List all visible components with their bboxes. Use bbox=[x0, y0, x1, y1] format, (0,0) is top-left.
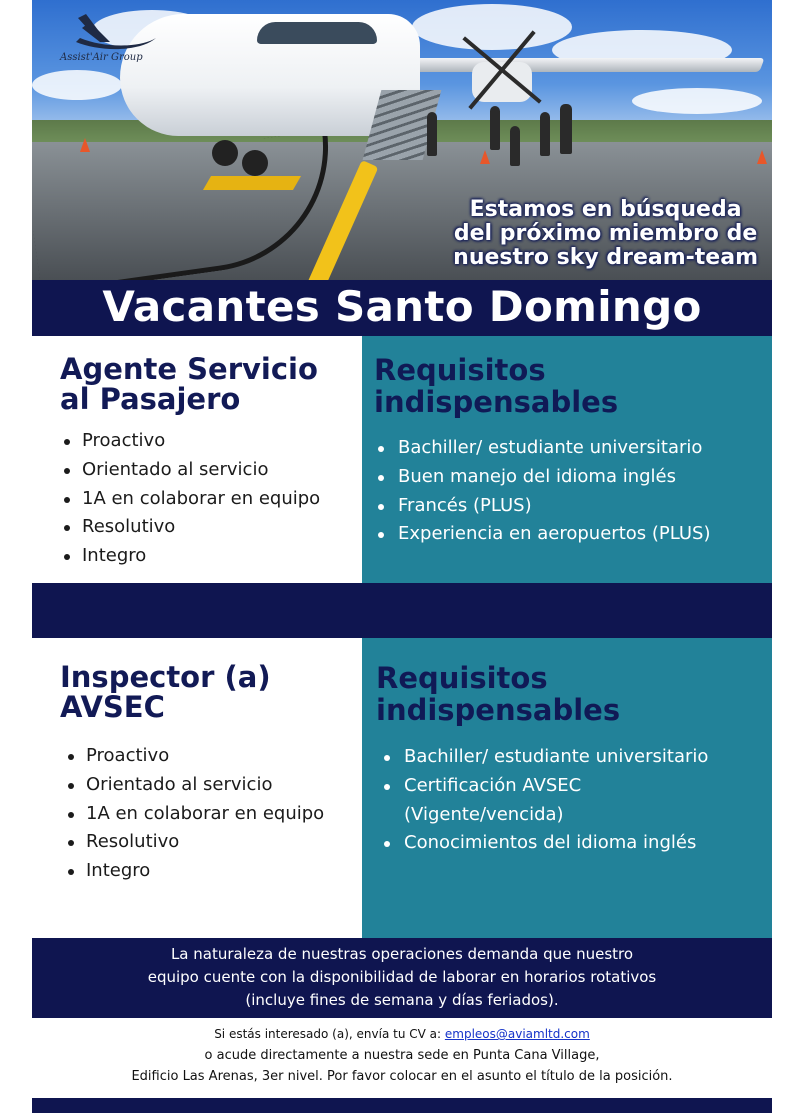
bottom-bar bbox=[32, 1098, 772, 1113]
position-1-requirements-panel bbox=[362, 336, 772, 583]
hero-tagline bbox=[453, 198, 758, 270]
contact-line: o acude directamente a nuestra sede en Punta Cana Village, bbox=[204, 1048, 600, 1063]
airplane-swoosh-logo-icon bbox=[60, 8, 160, 74]
requirement-item: Buen manejo del idioma inglés bbox=[372, 463, 711, 492]
requirement-item-continuation: (Vigente/vencida) bbox=[404, 803, 564, 825]
position-2-panel bbox=[32, 638, 362, 938]
title-line: AVSEC bbox=[60, 690, 165, 724]
position-2-requirements bbox=[378, 743, 708, 858]
page-title: Vacantes Santo Domingo bbox=[102, 282, 702, 331]
position-1-title bbox=[60, 354, 318, 414]
tagline-line: del próximo miembro de bbox=[453, 221, 758, 246]
contact-info bbox=[32, 1024, 772, 1087]
notice-line: (incluye fines de semana y días feriados). bbox=[245, 991, 559, 1009]
tagline-line: nuestro sky dream-team bbox=[453, 245, 758, 270]
trait-item: Proactivo bbox=[64, 742, 324, 771]
position-2-traits bbox=[64, 742, 324, 886]
trait-item: Integro bbox=[64, 857, 324, 886]
trait-item: 1A en colaborar en equipo bbox=[64, 800, 324, 829]
hero-photo bbox=[32, 0, 772, 280]
schedule-notice bbox=[32, 938, 772, 1018]
requirement-item: Experiencia en aeropuertos (PLUS) bbox=[372, 520, 711, 549]
title-line: Requisitos bbox=[374, 353, 546, 387]
contact-line bbox=[32, 1024, 772, 1045]
requirement-item: Bachiller/ estudiante universitario bbox=[372, 434, 711, 463]
title-line: indispensables bbox=[376, 693, 621, 727]
position-1-traits bbox=[60, 427, 320, 571]
position-2-title bbox=[60, 662, 271, 722]
position-1-panel bbox=[32, 336, 362, 583]
tagline-line: Estamos en búsqueda bbox=[469, 197, 742, 222]
divider-bar bbox=[32, 583, 772, 638]
trait-item: Resolutivo bbox=[64, 828, 324, 857]
title-bar bbox=[32, 280, 772, 336]
contact-line: Edificio Las Arenas, 3er nivel. Por favor colocar en el asunto el título de la posición. bbox=[131, 1069, 673, 1084]
trait-item: Orientado al servicio bbox=[64, 771, 324, 800]
position-1-requirements bbox=[372, 434, 711, 549]
contact-prefix: Si estás interesado (a), envía tu CV a: bbox=[214, 1027, 442, 1041]
flyer bbox=[32, 0, 772, 1113]
trait-item: Resolutivo bbox=[60, 513, 320, 542]
trait-item: Integro bbox=[60, 542, 320, 571]
requirement-item: Francés (PLUS) bbox=[372, 492, 711, 521]
requirement-item: Bachiller/ estudiante universitario bbox=[378, 743, 708, 772]
requirement-item: Certificación AVSEC bbox=[378, 772, 708, 801]
trait-item: Orientado al servicio bbox=[60, 456, 320, 485]
title-line: indispensables bbox=[374, 385, 619, 419]
email-link[interactable]: empleos@aviamltd.com bbox=[444, 1027, 590, 1041]
title-line: Agente Servicio bbox=[60, 352, 318, 386]
notice-line: equipo cuente con la disponibilidad de laborar en horarios rotativos bbox=[147, 968, 657, 986]
title-line: al Pasajero bbox=[60, 382, 241, 416]
title-line: Requisitos bbox=[376, 661, 548, 695]
requirements-title bbox=[374, 354, 618, 418]
logo-text: Assist'Air Group bbox=[60, 52, 143, 63]
title-line: Inspector (a) bbox=[60, 660, 271, 694]
trait-item: Proactivo bbox=[60, 427, 320, 456]
requirement-item: Conocimientos del idioma inglés bbox=[378, 829, 708, 858]
requirements-title bbox=[376, 662, 620, 726]
notice-line: La naturaleza de nuestras operaciones demanda que nuestro bbox=[170, 945, 634, 963]
trait-item: 1A en colaborar en equipo bbox=[60, 485, 320, 514]
position-2-requirements-panel bbox=[362, 638, 772, 938]
